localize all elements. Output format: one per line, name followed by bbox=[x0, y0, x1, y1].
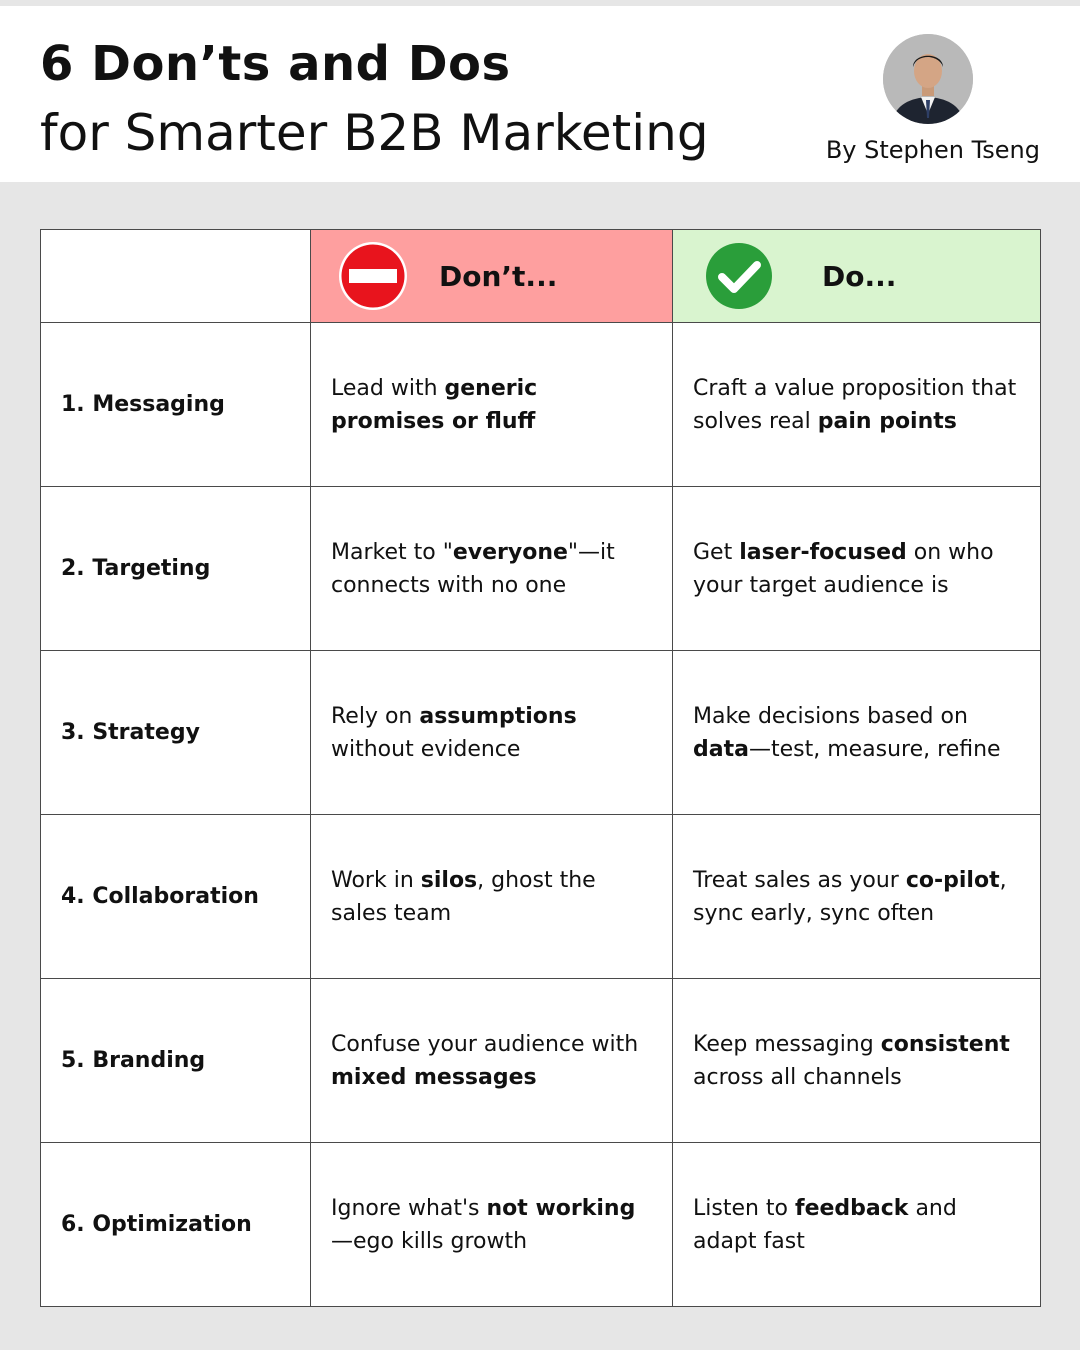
header bbox=[0, 6, 1080, 182]
empty-corner-cell bbox=[41, 230, 311, 323]
emphasis-text: laser-focused bbox=[739, 539, 907, 565]
emphasis-text: mixed messages bbox=[331, 1064, 537, 1090]
cell-text: Keep messaging bbox=[693, 1031, 881, 1057]
dont-cell bbox=[311, 487, 673, 651]
emphasis-text: pain points bbox=[817, 408, 957, 434]
emphasis-text: co-pilot bbox=[905, 867, 1000, 893]
cell-text: , ghost the sales team bbox=[331, 867, 596, 926]
cell-text: Market to " bbox=[331, 539, 453, 565]
title-line-2: for Smarter B2B Marketing bbox=[40, 104, 709, 162]
dont-column-header bbox=[311, 230, 673, 323]
author-portrait-icon bbox=[883, 34, 973, 124]
category-cell: 4. Collaboration bbox=[41, 815, 311, 979]
do-cell bbox=[673, 323, 1041, 487]
dont-cell bbox=[311, 1143, 673, 1307]
dont-cell bbox=[311, 323, 673, 487]
emphasis-text: assumptions bbox=[419, 703, 577, 729]
check-circle-icon bbox=[705, 242, 773, 310]
category-cell: 6. Optimization bbox=[41, 1143, 311, 1307]
cell-text: —test, measure, refine bbox=[748, 736, 1001, 762]
cell-text: across all channels bbox=[693, 1064, 902, 1090]
cell-text: —ego kills growth bbox=[331, 1228, 528, 1254]
author-avatar bbox=[883, 34, 973, 124]
cell-text: Craft a value proposition that solves real bbox=[693, 375, 1017, 434]
cell-text: Treat sales as your bbox=[693, 867, 906, 893]
table-row bbox=[41, 323, 1041, 487]
do-cell bbox=[673, 651, 1041, 815]
category-cell: 5. Branding bbox=[41, 979, 311, 1143]
emphasis-text: consistent bbox=[880, 1031, 1010, 1057]
do-cell bbox=[673, 979, 1041, 1143]
cell-text: Listen to bbox=[693, 1195, 796, 1221]
cell-text: and adapt fast bbox=[693, 1195, 957, 1254]
emphasis-text: feedback bbox=[795, 1195, 909, 1221]
emphasis-text: not working bbox=[486, 1195, 636, 1221]
emphasis-text: everyone bbox=[452, 539, 568, 565]
category-cell: 1. Messaging bbox=[41, 323, 311, 487]
cell-text: "—it connects with no one bbox=[331, 539, 615, 598]
cell-text: Rely on bbox=[331, 703, 420, 729]
dont-cell bbox=[311, 815, 673, 979]
category-cell: 2. Targeting bbox=[41, 487, 311, 651]
table-row bbox=[41, 651, 1041, 815]
cell-text: Get bbox=[693, 539, 740, 565]
do-header-label: Do... bbox=[822, 259, 897, 293]
cell-text: on who your target audience is bbox=[693, 539, 994, 598]
dont-cell bbox=[311, 651, 673, 815]
dont-cell bbox=[311, 979, 673, 1143]
do-cell bbox=[673, 487, 1041, 651]
table-header-row bbox=[41, 230, 1041, 323]
cell-text: Confuse your audience with bbox=[331, 1031, 639, 1057]
do-cell bbox=[673, 815, 1041, 979]
title-line-1: 6 Don’ts and Dos bbox=[40, 36, 511, 92]
byline: By Stephen Tseng bbox=[825, 136, 1040, 164]
cell-text: Ignore what's bbox=[331, 1195, 487, 1221]
no-entry-icon bbox=[338, 241, 408, 311]
do-cell bbox=[673, 1143, 1041, 1307]
emphasis-text: generic promises or fluff bbox=[331, 375, 538, 434]
cell-text: Make decisions based on bbox=[693, 703, 968, 729]
cell-text: Lead with bbox=[331, 375, 445, 401]
table-row bbox=[41, 979, 1041, 1143]
dont-header-label: Don’t... bbox=[439, 259, 558, 293]
do-column-header bbox=[673, 230, 1041, 323]
cell-text: , sync early, sync often bbox=[693, 867, 1007, 926]
table-row bbox=[41, 487, 1041, 651]
dos-donts-table bbox=[40, 229, 1041, 1307]
cell-text: without evidence bbox=[331, 736, 521, 762]
category-cell: 3. Strategy bbox=[41, 651, 311, 815]
emphasis-text: silos bbox=[420, 867, 478, 893]
emphasis-text: data bbox=[693, 736, 749, 762]
table-row bbox=[41, 1143, 1041, 1307]
table-row bbox=[41, 815, 1041, 979]
cell-text: Work in bbox=[331, 867, 421, 893]
